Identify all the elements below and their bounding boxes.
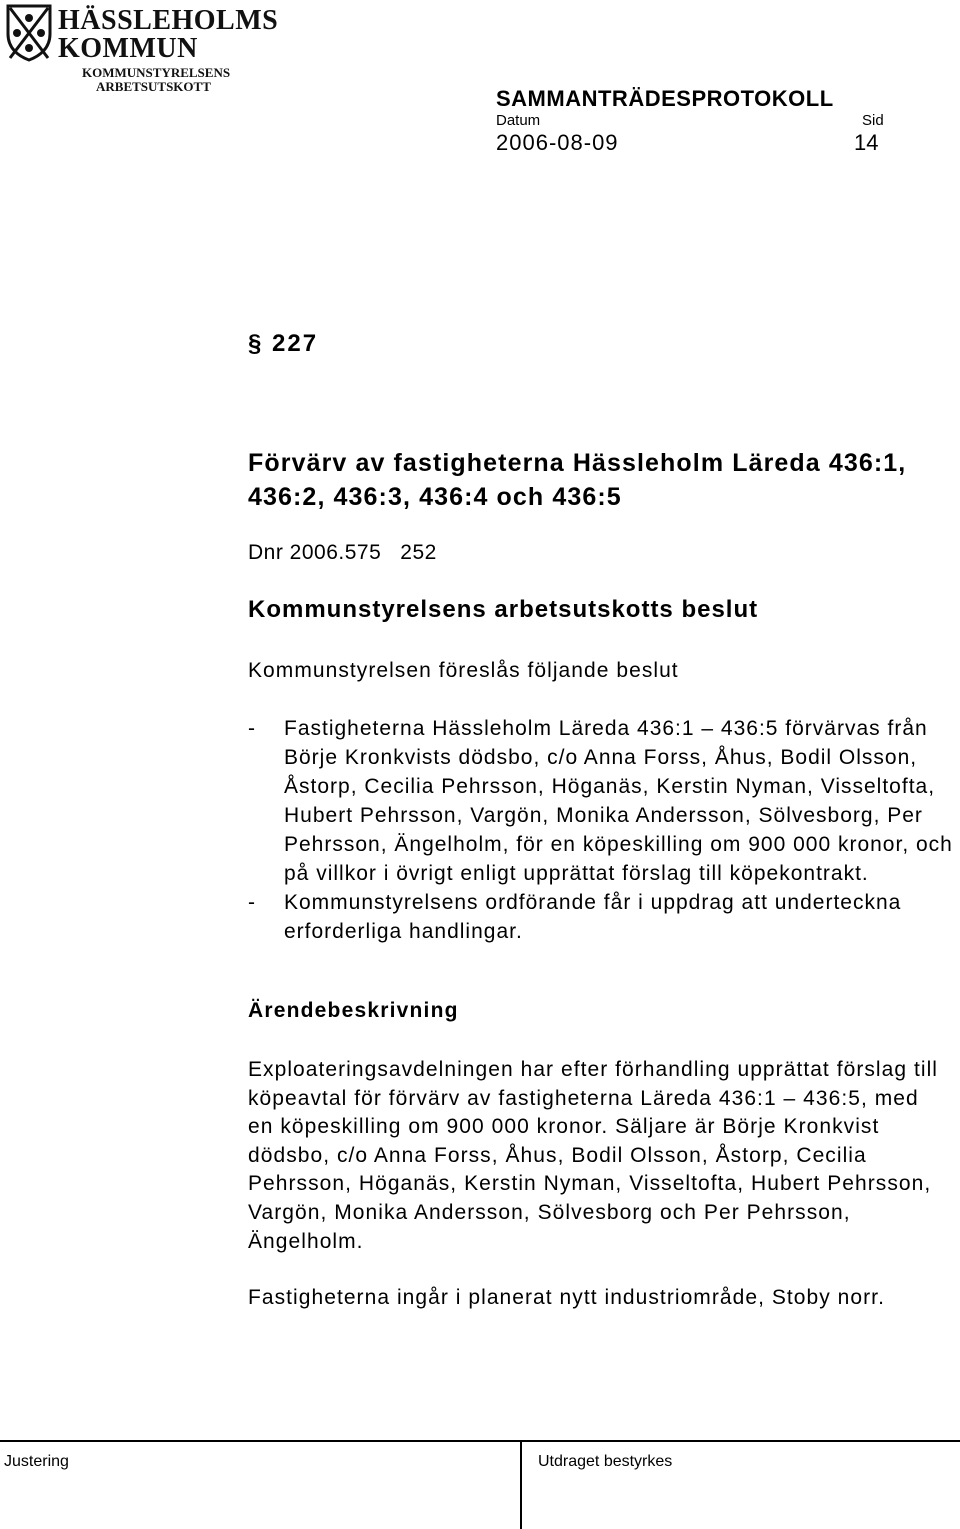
- municipality-logo: [0, 0, 279, 100]
- description-heading: Ärendebeskrivning: [248, 999, 459, 1022]
- decision-item-text: Fastigheterna Hässleholm Läreda 436:1 – 436:5 förvärvas från Börje Kronkvists dödsbo, c/o Anna Forss, Åhus, Bodil Olsson, Åstorp, Cecilia Pehrsson, Höganäs, Kerstin Nyman, Visseltofta, Hubert Pehrsson, Vargön, Monika Andersson, Sölvesborg, Per Pehrsson, Ängelholm, för en köpeskilling om 900 000 kronor, och på villkor i övrigt enligt upprättat förslag till köpekontrakt.: [284, 717, 953, 885]
- logo-name-line2: KOMMUN: [58, 33, 198, 64]
- paragraph-number: § 227: [248, 330, 319, 357]
- date-label: Datum: [496, 112, 541, 129]
- date-value: 2006-08-09: [496, 130, 619, 155]
- logo-name-line1: HÄSSLEHOLMS: [58, 5, 279, 36]
- footer-certified-label: Utdraget bestyrkes: [538, 1453, 673, 1470]
- document-type: SAMMANTRÄDESPROTOKOLL: [496, 86, 834, 111]
- decision-list: [248, 714, 960, 946]
- page-label: Sid: [862, 112, 884, 129]
- decision-item: [248, 714, 960, 888]
- item-title: Förvärv av fastigheterna Hässleholm Läreda 436:1, 436:2, 436:3, 436:4 och 436:5: [248, 449, 907, 511]
- decision-heading: Kommunstyrelsens arbetsutskotts beslut: [248, 596, 759, 623]
- decision-item: [248, 888, 960, 946]
- dash-bullet: -: [248, 891, 256, 914]
- dash-bullet: -: [248, 717, 256, 740]
- coat-of-arms-icon: [6, 4, 52, 62]
- footer-justering-label: Justering: [4, 1453, 69, 1470]
- description-paragraph: Fastigheterna ingår i planerat nytt industriområde, Stoby norr.: [248, 1286, 885, 1309]
- decision-item-text: Kommunstyrelsens ordförande får i uppdrag att underteckna erforderliga handlingar.: [284, 891, 902, 943]
- footer-rule: [0, 1440, 960, 1442]
- logo-sub-line1: KOMMUNSTYRELSENS: [82, 65, 231, 80]
- description-paragraph: Exploateringsavdelningen har efter förhandling upprättat förslag till köpeavtal för förvärv av fastigheterna Läreda 436:1 – 436:5, med en köpeskilling om 900 000 kronor. Säljare är Börje Kronkvist dödsbo, c/o Anna Forss, Åhus, Bodil Olsson, Åstorp, Cecilia Pehrsson, Höganäs, Kerstin Nyman, Visseltofta, Hubert Pehrsson, Vargön, Monika Andersson, Sölvesborg och Per Pehrsson, Ängelholm.: [248, 1058, 939, 1253]
- decision-intro: Kommunstyrelsen föreslås följande beslut: [248, 659, 679, 682]
- logo-sub-line2: ARBETSUTSKOTT: [96, 79, 211, 94]
- footer-divider: [520, 1440, 522, 1529]
- page-number: 14: [854, 130, 879, 155]
- registration-number: Dnr 2006.575 252: [248, 541, 437, 564]
